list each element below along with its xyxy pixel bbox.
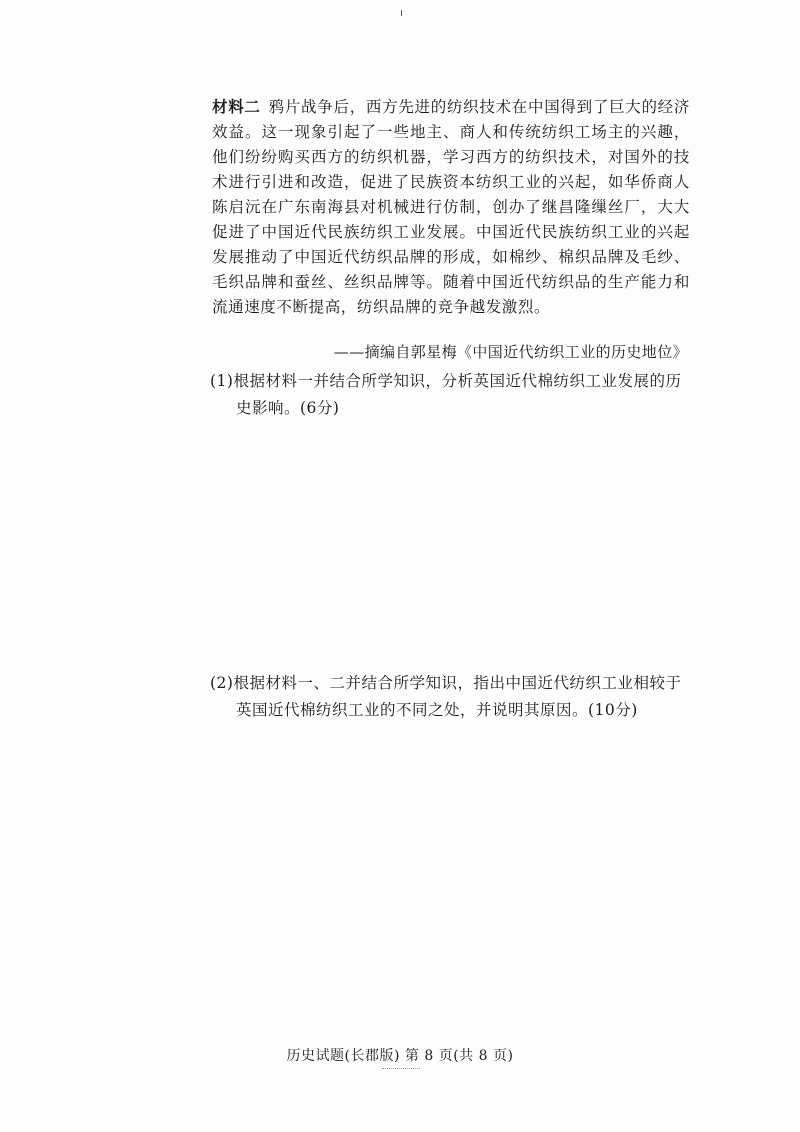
page-footer: 历史试题(长郡版) 第 8 页(共 8 页) — [286, 1048, 514, 1064]
question-2-text: (2)根据材料一、二并结合所学知识，指出中国近代纺织工业相较于英国近代棉纺织工业的不同之处，并说明其原因。(10分) — [210, 674, 682, 719]
material-two-text: 鸦片战争后，西方先进的纺织技术在中国得到了巨大的经济效益。这一现象引起了一些地主、商人和传统纺织工场主的兴趣，他们纷纷购买西方的纺织机器，学习西方的纺织技术，对国外的技术进行引进和改造，促进了民族资本纺织工业的兴起，如华侨商人陈启沅在广东南海县对机械进行仿制，创办了继昌隆缫丝厂，大大促进了中国近代民族纺织工业发展。中国近代民族纺织工业的兴起发展推动了中国近代纺织品牌的形成，如棉纱、棉织品牌及毛纱、毛织品牌和蚕丝、丝织品牌等。随着中国近代纺织品的生产能力和流通速度不断提高，纺织品牌的竞争越发激烈。 — [212, 98, 690, 316]
question-1-text: (1)根据材料一并结合所学知识，分析英国近代棉纺织工业发展的历史影响。(6分) — [210, 372, 682, 417]
material-two-source: ——摘编自郭星梅《中国近代纺织工业的历史地位》 — [333, 343, 688, 361]
footer-smudge-mark — [382, 1068, 420, 1073]
material-two-paragraph — [212, 94, 690, 320]
material-two-label: 材料二 — [212, 97, 261, 116]
top-tick-mark — [401, 10, 402, 16]
question-2 — [210, 670, 690, 724]
question-1 — [210, 368, 690, 422]
